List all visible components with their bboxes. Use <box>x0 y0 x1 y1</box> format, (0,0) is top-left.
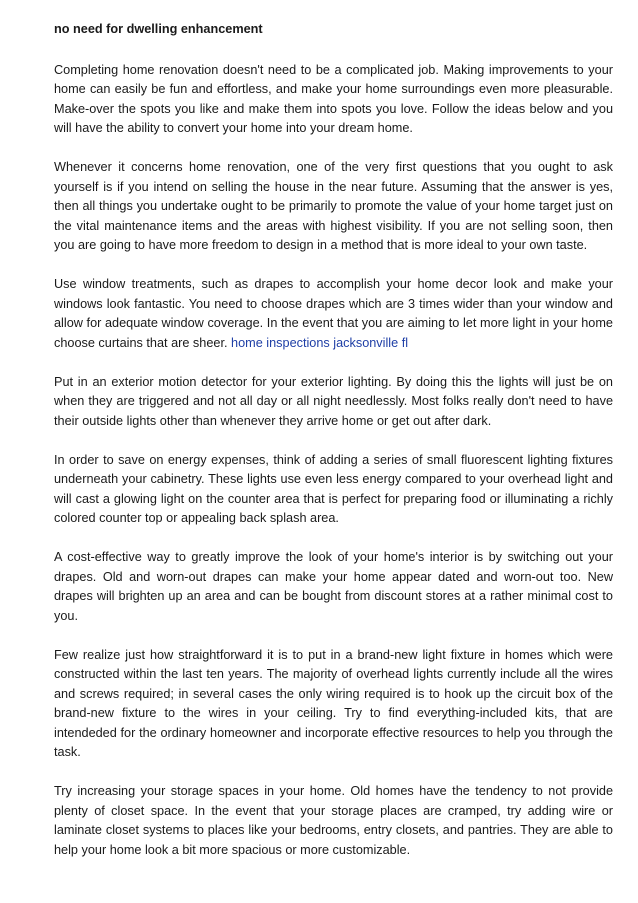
paragraph-storage <box>54 782 613 860</box>
paragraph-drapes <box>54 548 613 626</box>
paragraph-light-fixture <box>54 646 613 763</box>
paragraph-text: Put in an exterior motion detector for your exterior lighting. By doing this the lights will just be on when they are triggered and not all day or all night needlessly. Most folks really don't need to have their outside lights other than whenever they arrive home or get out after dark. <box>54 374 613 428</box>
paragraph-selling <box>54 158 613 256</box>
document-title: no need for dwelling enhancement <box>54 22 263 36</box>
paragraph-intro <box>54 61 613 139</box>
document-page <box>54 20 613 880</box>
paragraph-fluorescent-lighting <box>54 451 613 529</box>
paragraph-text: A cost-effective way to greatly improve the look of your home's interior is by switching out your drapes. Old and worn-out drapes can make your home appear dated and worn-out too. New drapes will brighten up an area and can be bought from discount stores at a rather minimal cost to you. <box>54 550 613 623</box>
paragraph-text: Use window treatments, such as drapes to accomplish your home decor look and make your windows look fantastic. You need to choose drapes which are 3 times wider than your window and allow for adequate window coverage. In the event that you are aiming to let more light in your home choose curtains that are sheer. <box>54 277 613 350</box>
paragraph-motion-detector <box>54 373 613 432</box>
paragraph-text: In order to save on energy expenses, think of adding a series of small fluorescent lighting fixtures underneath your cabinetry. These lights use even less energy compared to your overhead light and will cast a glowing light on the counter area that is perfect for preparing food or illuminating a richly colored counter top or appealing back splash area. <box>54 452 613 525</box>
paragraph-text: Few realize just how straightforward it is to put in a brand-new light fixture in homes which were constructed within the last ten years. The majority of overhead lights currently include all the wires and screws required; in several cases the only wiring required is to hook up the circuit box of the brand-new fixture to the wires in your ceiling. Try to find everything-included kits, that are intendeded for the ordinary homeowner and incorporate effective resources to help you through the task. <box>54 647 613 759</box>
paragraph-text: Try increasing your storage spaces in your home. Old homes have the tendency to not provide plenty of closet space. In the event that your storage places are cramped, try adding wire or laminate closet systems to places like your bedrooms, entry closets, and pantries. They are able to help your home look a bit more spacious or more customizable. <box>54 784 613 857</box>
paragraph-window-treatments <box>54 275 613 353</box>
paragraph-text: Completing home renovation doesn't need to be a complicated job. Making improvements to your home can easily be fun and effortless, and make your home surroundings even more pleasurable. Make-over the spots you like and make them into spots you love. Follow the ideas below and you will have the ability to convert your home into your dream home. <box>54 62 613 135</box>
home-inspections-link[interactable]: home inspections jacksonville fl <box>231 335 409 350</box>
paragraph-text: Whenever it concerns home renovation, one of the very first questions that you ought to ask yourself is if you intend on selling the house in the near future. Assuming that the answer is yes, then all things you undertake ought to be primarily to promote the value of your home target just on the vital maintenance items and the areas with highest visibility. If you are not selling soon, then you are going to have more freedom to design in a method that is more ideal to your own taste. <box>54 160 613 252</box>
